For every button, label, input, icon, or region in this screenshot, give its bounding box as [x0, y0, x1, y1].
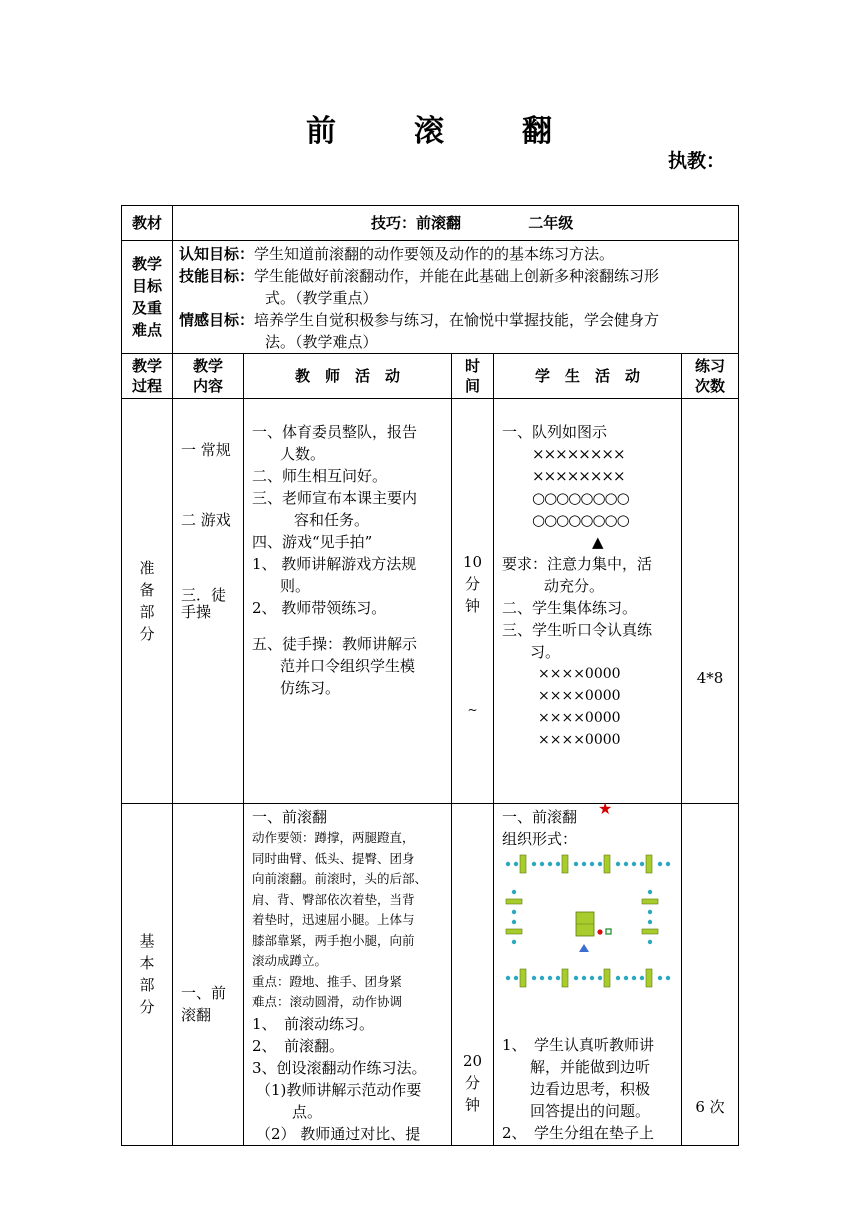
student-dot [556, 976, 560, 980]
objective-cognitive: 认知目标：学生知道前滚翻的动作要领及动作的的基本练习方法。 [179, 245, 615, 263]
prep-section-label: 准 备 部 分 [122, 399, 173, 804]
header-teacher: 教 师 活 动 [244, 354, 452, 399]
basic-student-activity: 一、前滚翻 ★ 组织形式： 1、 学生认真听教师讲 解，并能做到边听 边看边思考，积极 回答提出的问题。 2、 学生分组在垫子上 [494, 804, 682, 1146]
student-dot [640, 862, 644, 866]
student-dot [540, 976, 544, 980]
student-dot [582, 976, 586, 980]
student-dot [632, 976, 636, 980]
student-dot [648, 920, 652, 924]
green-marker [606, 929, 611, 934]
student-dot [666, 976, 670, 980]
student-dot [574, 862, 578, 866]
student-dot [598, 862, 602, 866]
mat [506, 899, 522, 904]
student-dot [590, 976, 594, 980]
queue-formation: ×××××××× ×××××××× ○○○○○○○○ ○○○○○○○○ [532, 445, 629, 529]
student-dot [582, 862, 586, 866]
student-dot [506, 976, 510, 980]
mat [642, 929, 658, 934]
basic-reps: 6 次 [682, 804, 739, 1146]
student-dot [532, 976, 536, 980]
basic-content: 一、前滚翻 [173, 804, 244, 1146]
red-marker [597, 929, 602, 934]
objectives-cell: 认知目标：学生知道前滚翻的动作要领及动作的的基本练习方法。 技能目标：学生能做好前滚翻动作，并能在此基础上创新多种滚翻练习形 式。（教学重点） 情感目标：培养学生自觉积极参与练习，在愉悦中掌握技能，学会健身方 法。（教学难点） [173, 241, 739, 354]
student-dot [632, 862, 636, 866]
student-dot [548, 976, 552, 980]
basic-section-label: 基 本 部 分 [122, 804, 173, 1146]
prep-student-activity: 一、队列如图示 ×××××××× ×××××××× ○○○○○○○○ ○○○○○○○○ ▲ 要求：注意力集中，活 动充分。 二、学生集体练习。 三、学生听口令认真练 习。 ××××0000 ××××0000 ××××0000 ××××0000 [494, 399, 682, 804]
student-dot [506, 862, 510, 866]
star-icon: ★ [598, 799, 613, 818]
mat [562, 969, 568, 987]
student-dot [514, 862, 518, 866]
prep-reps: 4*8 [682, 399, 739, 804]
student-dot [616, 862, 620, 866]
student-dot [598, 976, 602, 980]
mat [604, 969, 610, 987]
student-dot [640, 976, 644, 980]
header-time: 时 间 [452, 354, 494, 399]
teacher-label: 执教： [668, 150, 726, 172]
objectives-label: 教学 目标 及重 难点 [122, 241, 173, 354]
basic-teacher-activity: 一、前滚翻 动作要领：蹲撑，两腿蹬直， 同时曲臂、低头、提臀、团身 向前滚翻。前滚时，头的后部、 肩、背、臀部依次着垫，当背 着垫时，迅速屈小腿。上体与 膝部靠紧，两手抱小腿，向前 滚动成蹲立。 重点：蹬地、推手、团身紧 难点：滚动圆滑，动作协调 1、 前滚动练习。 2、 前滚翻。 3、创设滚翻动作练习法。 （1)教师讲解示范动作要 点。 （2） 教师通过对比、提 [244, 804, 452, 1146]
student-dot [648, 890, 652, 894]
triangle-icon: ▲ [592, 533, 604, 551]
mat [646, 969, 652, 987]
header-reps: 练习 次数 [682, 354, 739, 399]
student-dot [512, 890, 516, 894]
grade: 二年级 [528, 214, 574, 232]
student-dot [666, 862, 670, 866]
mat [642, 899, 658, 904]
teacher-triangle-icon [579, 944, 589, 952]
material-cell [173, 206, 739, 241]
prep-teacher-activity: 一、体育委员整队，报告 人数。 二、师生相互问好。 三、老师宣布本课主要内 容和任务。 四、游戏“见手拍” 1、 教师讲解游戏方法规 则。 2、 教师带领练习。 五、徒手操：教师讲解示 范并口令组织学生模 仿练习。 [244, 399, 452, 804]
student-dot [616, 976, 620, 980]
student-dot [556, 862, 560, 866]
mat [520, 855, 526, 873]
mat [562, 855, 568, 873]
student-dot [540, 862, 544, 866]
student-dot [624, 976, 628, 980]
mat [646, 855, 652, 873]
mat [604, 855, 610, 873]
student-dot [532, 862, 536, 866]
student-dot [648, 910, 652, 914]
student-dot [648, 940, 652, 944]
material-label: 教材 [122, 206, 173, 241]
page-title: 前 滚 翻 [306, 114, 554, 149]
student-dot [512, 910, 516, 914]
student-dot [512, 920, 516, 924]
student-dot [512, 940, 516, 944]
header-student: 学 生 活 动 [494, 354, 682, 399]
essentials: 动作要领：蹲撑，两腿蹬直， 同时曲臂、低头、提臀、团身 向前滚翻。前滚时，头的后部、 肩、背、臀部依次着垫，当背 着垫时，迅速屈小腿。上体与 膝部靠紧，两手抱小腿，向前 滚动成蹲立。 重点：蹬地、推手、团身紧 难点：滚动圆滑，动作协调 [252, 830, 428, 1009]
mat [520, 969, 526, 987]
header-content: 教学 内容 [173, 354, 244, 399]
student-dot [548, 862, 552, 866]
prep-time: 10 分 钟 ~ [452, 399, 494, 804]
student-dot [658, 862, 662, 866]
student-dot [590, 862, 594, 866]
student-dot [574, 976, 578, 980]
mat [506, 929, 522, 934]
prep-content: 一 常规 二 游戏 三．徒手操 [173, 399, 244, 804]
objective-emotion: 情感目标：培养学生自觉积极参与练习，在愉悦中掌握技能，学会健身方 [179, 311, 660, 329]
mat-formation-diagram [500, 850, 672, 1000]
student-dot [624, 862, 628, 866]
objective-skill: 技能目标：学生能做好前滚翻动作，并能在此基础上创新多种滚翻练习形 [179, 267, 660, 285]
material-content: 技巧：前滚翻 [371, 214, 462, 232]
exercise-grid: ××××0000 ××××0000 ××××0000 ××××0000 [538, 666, 621, 748]
header-process: 教学 过程 [122, 354, 173, 399]
lesson-plan-table [121, 205, 739, 1146]
student-dot [514, 976, 518, 980]
student-dot [658, 976, 662, 980]
basic-time: 20 分 钟 [452, 804, 494, 1146]
